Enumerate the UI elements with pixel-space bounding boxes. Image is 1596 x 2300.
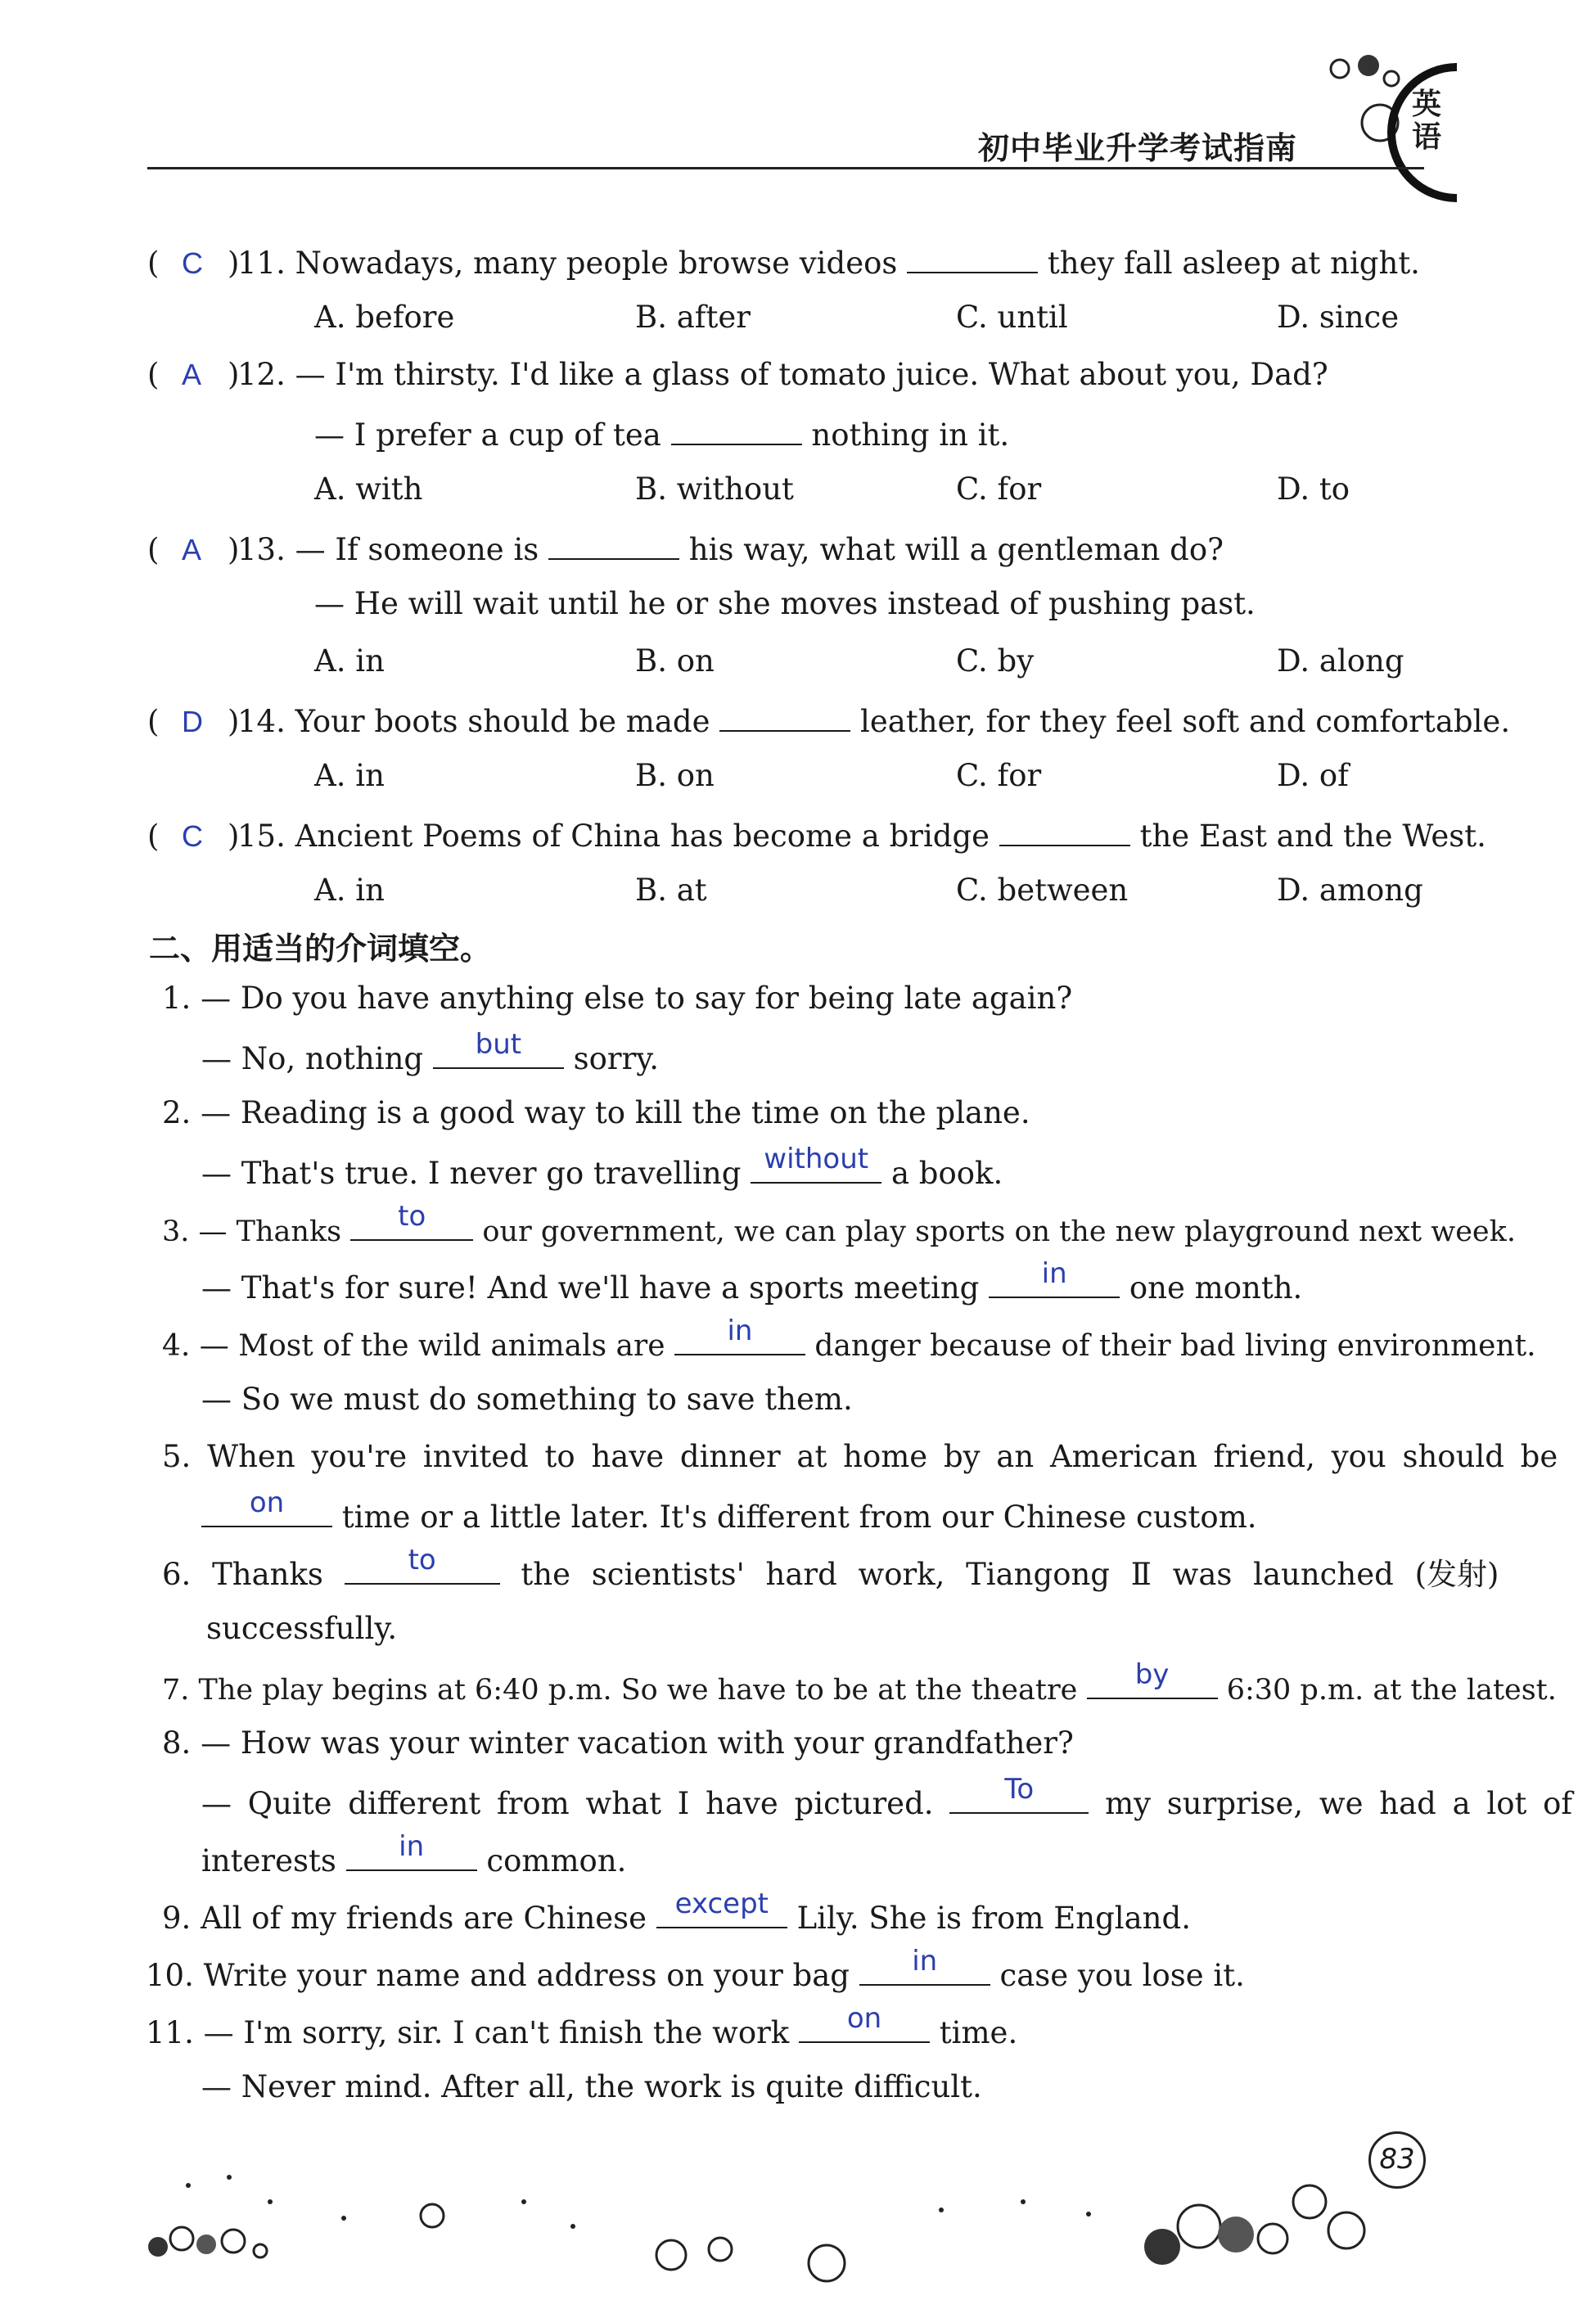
option: B. on <box>635 643 715 679</box>
fill-q11a <box>146 2002 1018 2051</box>
deco-dot <box>521 2199 526 2204</box>
question-text: sorry. <box>573 1041 660 1076</box>
question-text: 10. Write your name and address on your bag <box>146 1958 850 1993</box>
header-rule <box>147 167 1424 169</box>
option: A. in <box>314 873 385 908</box>
answer-paren: ( C ) <box>147 819 240 854</box>
deco-circle <box>1218 2217 1254 2253</box>
answer-blank <box>989 1257 1120 1298</box>
fill-q5b <box>201 1486 1257 1536</box>
fill-q8c <box>201 1830 627 1879</box>
option: D. of <box>1277 758 1349 793</box>
question-text: the scientists' hard work, Tiangong Ⅱ was launched (发射) <box>521 1557 1499 1592</box>
deco-dot <box>570 2224 575 2229</box>
fill-answer: in <box>1041 1257 1067 1290</box>
fill-q1b <box>201 1028 660 1077</box>
deco-circle <box>1178 2205 1220 2248</box>
question-text: 9. All of my friends are Chinese <box>162 1901 647 1936</box>
deco-circle <box>222 2230 245 2253</box>
question-text: 6. Thanks <box>162 1557 323 1592</box>
answer-blank <box>751 1143 881 1184</box>
option: A. with <box>314 471 423 507</box>
question-text: time or a little later. It's different from our Chinese custom. <box>341 1500 1257 1535</box>
deco-circle <box>196 2235 216 2254</box>
deco-circle <box>1293 2185 1326 2218</box>
answer-blank <box>859 1945 990 1986</box>
option: C. between <box>956 873 1129 908</box>
deco-circle <box>1331 60 1349 78</box>
answer-blank <box>949 1773 1089 1814</box>
question-text: — No, nothing <box>201 1041 424 1076</box>
fill-answer: without <box>764 1143 869 1175</box>
deco-dot <box>227 2175 232 2180</box>
question-text: 11. Nowadays, many people browse videos <box>237 246 898 281</box>
answer-blank <box>799 2002 930 2043</box>
question-text: 3. — Thanks <box>162 1215 342 1248</box>
mc-q15 <box>147 815 1486 855</box>
mc-answer: D <box>182 705 203 738</box>
fill-answer: to <box>398 1200 426 1233</box>
answer-paren: ( C ) <box>147 246 240 281</box>
question-text: — That's true. I never go travelling <box>201 1156 742 1191</box>
option: B. after <box>635 300 751 335</box>
page-number: 83 <box>1368 2131 1426 2189</box>
fill-q2a: 2. — Reading is a good way to kill the time on the plane. <box>162 1095 1030 1130</box>
option: D. to <box>1277 471 1350 507</box>
answer-blank <box>345 1544 500 1585</box>
question-text: they fall asleep at night. <box>1047 246 1420 281</box>
option: C. until <box>956 300 1068 335</box>
header-title: 初中毕业升学考试指南 <box>978 130 1298 166</box>
answer-paren: ( A ) <box>147 532 240 567</box>
question-text: the East and the West. <box>1139 819 1486 854</box>
fill-q6a <box>162 1544 1499 1593</box>
question-text: danger because of their bad living environment. <box>814 1329 1536 1363</box>
option: D. along <box>1277 643 1404 679</box>
mc-q12-line2 <box>314 414 1009 453</box>
option: A. in <box>314 758 385 793</box>
deco-circle <box>1258 2224 1287 2253</box>
fill-q4b: — So we must do something to save them. <box>201 1382 853 1417</box>
deco-circle <box>254 2244 267 2257</box>
question-text: 6:30 p.m. at the latest. <box>1226 1674 1557 1707</box>
deco-dot <box>1021 2199 1026 2204</box>
question-text: interests <box>201 1843 336 1878</box>
header-decoration <box>0 0 1596 213</box>
option: D. since <box>1277 300 1400 335</box>
deco-circle <box>1144 2229 1180 2265</box>
fill-q2b <box>201 1143 1003 1192</box>
question-text: 14. Your boots should be made <box>237 704 710 739</box>
fill-q8b <box>201 1773 1573 1822</box>
mc-q11 <box>147 242 1420 282</box>
fill-q1a: 1. — Do you have anything else to say for being late again? <box>162 981 1073 1016</box>
question-text: 7. The play begins at 6:40 p.m. So we have to be at the theatre <box>162 1674 1078 1707</box>
deco-circle <box>148 2237 168 2257</box>
option: B. without <box>635 471 794 507</box>
deco-circle <box>1358 55 1379 76</box>
question-text: our government, we can play sports on the new playground next week. <box>482 1215 1516 1248</box>
question-text: — Quite different from what I have pictured. <box>201 1786 934 1821</box>
answer-blank <box>656 1887 787 1928</box>
question-text: Lily. She is from England. <box>796 1901 1191 1936</box>
deco-circle <box>1384 71 1399 86</box>
answer-paren: ( D ) <box>147 704 240 739</box>
question-text: — That's for sure! And we'll have a sports meeting <box>201 1270 980 1306</box>
deco-circle <box>809 2245 845 2281</box>
question-text: 11. — I'm sorry, sir. I can't finish the work <box>146 2015 790 2050</box>
question-text: 13. — If someone is <box>237 532 539 567</box>
mc-answer: C <box>182 819 203 853</box>
fill-q11b: — Never mind. After all, the work is quite difficult. <box>201 2069 982 2104</box>
deco-circle <box>709 2238 732 2261</box>
question-text: my surprise, we had a lot of <box>1105 1786 1573 1821</box>
question-text: a book. <box>890 1156 1003 1191</box>
fill-answer: in <box>399 1830 425 1863</box>
answer-blank <box>907 242 1038 273</box>
fill-q6b: successfully. <box>206 1611 398 1646</box>
deco-circle <box>656 2240 686 2270</box>
deco-circle <box>170 2227 193 2250</box>
answer-blank <box>433 1028 564 1069</box>
option: A. before <box>314 300 455 335</box>
answer-blank <box>671 414 802 445</box>
fill-answer: but <box>475 1028 522 1061</box>
mc-q12 <box>147 357 1328 393</box>
fill-answer: except <box>674 1887 769 1920</box>
fill-q4a <box>162 1315 1536 1364</box>
question-text: nothing in it. <box>811 417 1010 453</box>
answer-blank <box>1087 1658 1218 1699</box>
deco-dot <box>939 2208 944 2212</box>
fill-q10 <box>146 1945 1245 1994</box>
fill-q9 <box>162 1887 1191 1937</box>
deco-dot <box>1086 2212 1091 2217</box>
fill-answer: to <box>408 1544 436 1576</box>
answer-paren: ( A ) <box>147 357 240 392</box>
question-text: one month. <box>1129 1270 1303 1306</box>
subject-label: 英语 <box>1412 88 1442 154</box>
mc-q13 <box>147 529 1224 568</box>
deco-circle <box>1328 2212 1364 2248</box>
option: B. on <box>635 758 715 793</box>
fill-answer: on <box>249 1486 285 1519</box>
option: C. by <box>956 643 1035 679</box>
fill-answer: in <box>912 1945 938 1978</box>
option: A. in <box>314 643 385 679</box>
deco-dot <box>268 2199 273 2204</box>
deco-dot <box>186 2183 191 2188</box>
question-text: leather, for they feel soft and comfortable. <box>860 704 1511 739</box>
answer-blank <box>719 701 850 732</box>
answer-blank <box>674 1315 805 1355</box>
mc-q13-line2: — He will wait until he or she moves instead of pushing past. <box>314 586 1256 621</box>
answer-blank <box>350 1200 473 1241</box>
fill-answer: by <box>1134 1658 1170 1691</box>
option: D. among <box>1277 873 1423 908</box>
option: B. at <box>635 873 707 908</box>
mc-q14 <box>147 701 1510 740</box>
fill-answer: To <box>1004 1773 1035 1806</box>
mc-answer: A <box>182 533 202 566</box>
deco-dot <box>341 2216 346 2221</box>
answer-blank <box>548 529 679 560</box>
mc-answer: C <box>182 246 203 280</box>
question-text: his way, what will a gentleman do? <box>688 532 1224 567</box>
deco-circle <box>421 2204 444 2227</box>
fill-answer: in <box>727 1315 753 1347</box>
fill-answer: on <box>846 2002 882 2035</box>
fill-q3b <box>201 1257 1303 1306</box>
fill-q3a <box>162 1200 1516 1250</box>
question-text: common. <box>486 1843 627 1878</box>
option: C. for <box>956 471 1042 507</box>
question-text: 15. Ancient Poems of China has become a bridge <box>237 819 990 854</box>
question-text: case you lose it. <box>999 1958 1245 1993</box>
question-text: 4. — Most of the wild animals are <box>162 1329 665 1363</box>
fill-q5a: 5. When you're invited to have dinner at home by an American friend, you should be <box>162 1439 1558 1474</box>
fill-q7 <box>162 1658 1557 1708</box>
question-text: — I prefer a cup of tea <box>314 417 661 453</box>
mc-answer: A <box>182 358 202 391</box>
fill-q8a: 8. — How was your winter vacation with your grandfather? <box>162 1725 1074 1761</box>
option: C. for <box>956 758 1042 793</box>
answer-blank <box>999 815 1130 846</box>
question-text: time. <box>939 2015 1018 2050</box>
question-text: 12. — I'm thirsty. I'd like a glass of tomato juice. What about you, Dad? <box>237 357 1328 392</box>
answer-blank <box>346 1830 477 1871</box>
section-title: 二、用适当的介词填空。 <box>149 931 492 967</box>
answer-blank <box>201 1486 332 1527</box>
